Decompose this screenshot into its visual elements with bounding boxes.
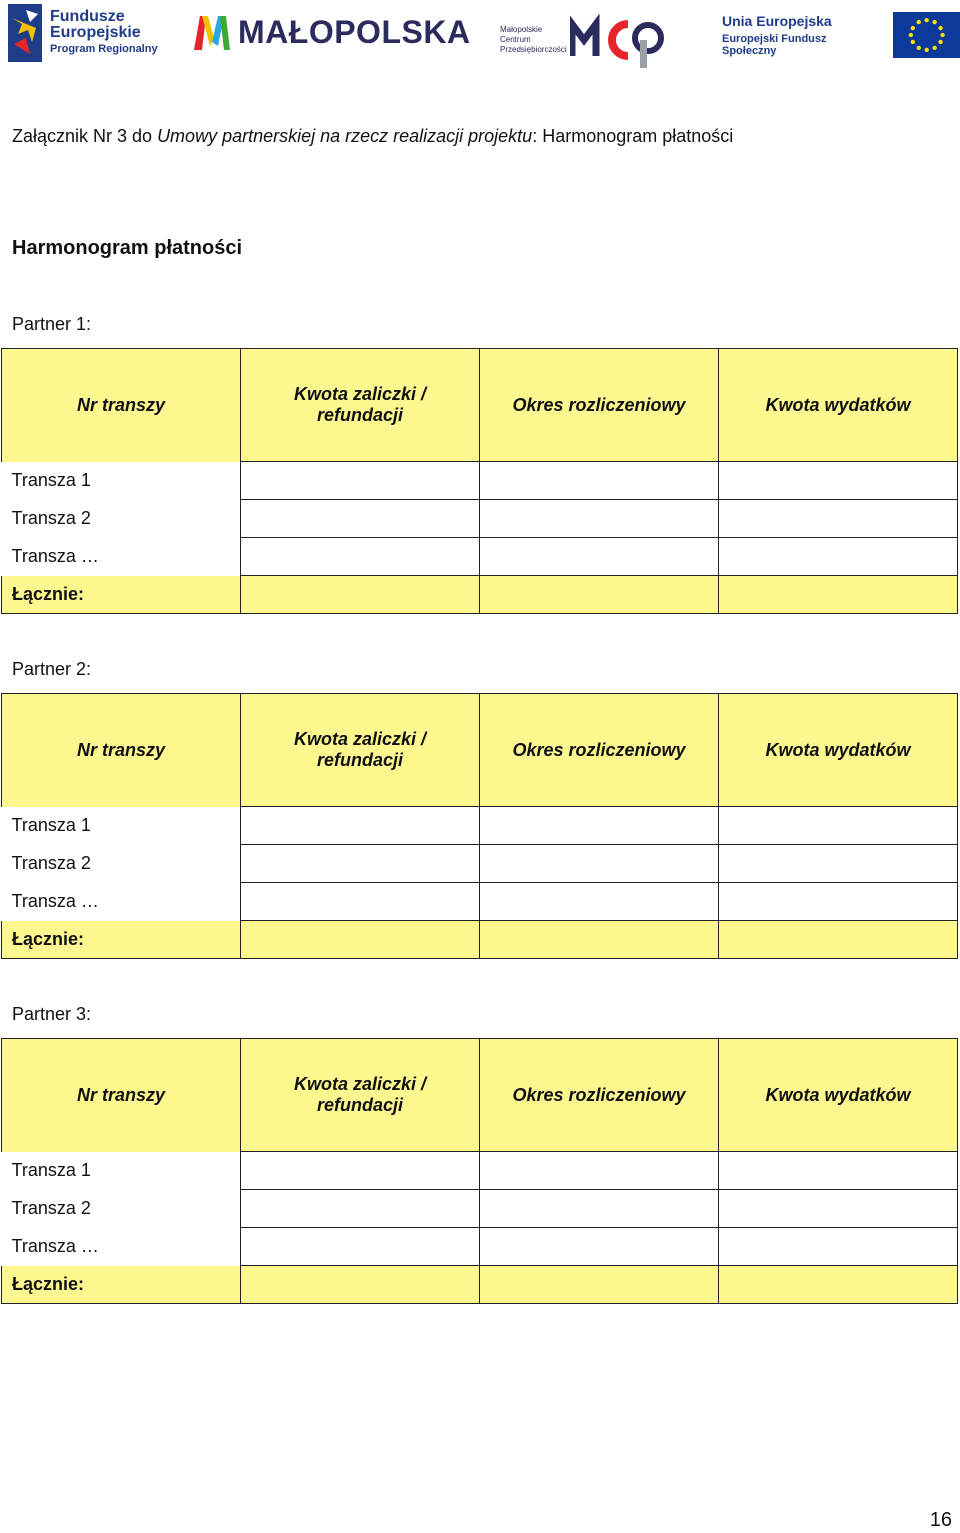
eu-flag-icon (893, 12, 960, 58)
total-row (2, 921, 958, 959)
table-header-row (2, 1039, 958, 1152)
header-kwota-zaliczki: Kwota zaliczki / refundacji (241, 694, 480, 807)
total-expenses-cell[interactable] (719, 1266, 958, 1304)
tranche-label: Transza 2 (2, 845, 241, 883)
tranche-label: Transza … (2, 883, 241, 921)
table-row (2, 500, 958, 538)
total-row (2, 576, 958, 614)
expenses-cell[interactable] (719, 1228, 958, 1266)
table-row (2, 807, 958, 845)
fe-logo-line3: Program Regionalny (50, 43, 158, 55)
annex-agreement-title: Umowy partnerskiej na rzecz realizacji projektu (157, 126, 533, 146)
table-row (2, 1152, 958, 1190)
tranche-label: Transza … (2, 1228, 241, 1266)
ue-logo-line1: Unia Europejska (722, 13, 832, 29)
partner-3-label: Partner 3: (12, 1004, 92, 1024)
total-row (2, 1266, 958, 1304)
expenses-cell[interactable] (719, 845, 958, 883)
period-cell[interactable] (480, 883, 719, 921)
header-nr-transzy: Nr transzy (2, 694, 241, 807)
total-label: Łącznie: (2, 1266, 241, 1304)
total-expenses-cell[interactable] (719, 576, 958, 614)
header-nr-transzy: Nr transzy (2, 349, 241, 462)
tranche-label: Transza … (2, 538, 241, 576)
fe-logo-line1: Fundusze (50, 8, 125, 25)
expenses-cell[interactable] (719, 883, 958, 921)
total-expenses-cell[interactable] (719, 921, 958, 959)
annex-heading (12, 126, 733, 147)
malopolska-logo-text: MAŁOPOLSKA (238, 13, 471, 50)
fe-logo-line2: Europejskie (50, 24, 141, 41)
table-row (2, 538, 958, 576)
amount-cell[interactable] (241, 807, 480, 845)
partner-1-table (1, 348, 958, 614)
tranche-label: Transza 1 (2, 807, 241, 845)
page-title: Harmonogram płatności (12, 237, 243, 259)
partner-2-table (1, 693, 958, 959)
header-kwota-wydatkow: Kwota wydatków (719, 349, 958, 462)
tranche-label: Transza 2 (2, 500, 241, 538)
expenses-cell[interactable] (719, 500, 958, 538)
expenses-cell[interactable] (719, 807, 958, 845)
expenses-cell[interactable] (719, 462, 958, 500)
header-kwota-zaliczki: Kwota zaliczki / refundacji (241, 1039, 480, 1152)
ue-logo-line2: Europejski Fundusz Społeczny (722, 33, 827, 57)
mcp-logo-line2: Centrum (500, 35, 531, 44)
malopolska-logo (192, 12, 471, 52)
partner-3-table (1, 1038, 958, 1304)
header-kwota-wydatkow: Kwota wydatków (719, 694, 958, 807)
malopolska-m-icon (192, 12, 232, 52)
amount-cell[interactable] (241, 500, 480, 538)
total-amount-cell[interactable] (241, 1266, 480, 1304)
logo-bar (0, 0, 960, 72)
mcp-logo (500, 10, 666, 70)
expenses-cell[interactable] (719, 1190, 958, 1228)
period-cell[interactable] (480, 845, 719, 883)
expenses-cell[interactable] (719, 538, 958, 576)
fundusze-europejskie-logo (8, 4, 158, 62)
period-cell[interactable] (480, 807, 719, 845)
amount-cell[interactable] (241, 845, 480, 883)
table-header-row (2, 694, 958, 807)
header-kwota-wydatkow: Kwota wydatków (719, 1039, 958, 1152)
mcp-logo-line3: Przedsiębiorczości (500, 45, 567, 54)
period-cell[interactable] (480, 500, 719, 538)
mcp-icon (570, 10, 666, 70)
mcp-logo-line1: Małopolskie (500, 25, 543, 34)
header-kwota-zaliczki: Kwota zaliczki / refundacji (241, 349, 480, 462)
table-row (2, 1190, 958, 1228)
amount-cell[interactable] (241, 1190, 480, 1228)
table-header-row (2, 349, 958, 462)
total-amount-cell[interactable] (241, 921, 480, 959)
period-cell[interactable] (480, 538, 719, 576)
partner-2-label: Partner 2: (12, 659, 92, 679)
amount-cell[interactable] (241, 1228, 480, 1266)
unia-europejska-logo (722, 12, 960, 58)
header-okres: Okres rozliczeniowy (480, 349, 719, 462)
header-okres: Okres rozliczeniowy (480, 1039, 719, 1152)
expenses-cell[interactable] (719, 1152, 958, 1190)
table-row (2, 462, 958, 500)
total-label: Łącznie: (2, 576, 241, 614)
header-nr-transzy: Nr transzy (2, 1039, 241, 1152)
total-period-cell[interactable] (480, 576, 719, 614)
fundusze-europejskie-icon (8, 4, 42, 62)
amount-cell[interactable] (241, 883, 480, 921)
annex-prefix: Załącznik Nr 3 do (12, 126, 158, 146)
table-row (2, 1228, 958, 1266)
amount-cell[interactable] (241, 538, 480, 576)
tranche-label: Transza 2 (2, 1190, 241, 1228)
annex-suffix: : Harmonogram płatności (532, 126, 734, 146)
table-row (2, 845, 958, 883)
total-period-cell[interactable] (480, 921, 719, 959)
total-period-cell[interactable] (480, 1266, 719, 1304)
period-cell[interactable] (480, 1152, 719, 1190)
period-cell[interactable] (480, 462, 719, 500)
page-number: 16 (929, 1509, 952, 1531)
header-okres: Okres rozliczeniowy (480, 694, 719, 807)
tranche-label: Transza 1 (2, 462, 241, 500)
tranche-label: Transza 1 (2, 1152, 241, 1190)
total-label: Łącznie: (2, 921, 241, 959)
partner-1-label: Partner 1: (12, 314, 92, 334)
amount-cell[interactable] (241, 462, 480, 500)
amount-cell[interactable] (241, 1152, 480, 1190)
period-cell[interactable] (480, 1228, 719, 1266)
total-amount-cell[interactable] (241, 576, 480, 614)
table-row (2, 883, 958, 921)
period-cell[interactable] (480, 1190, 719, 1228)
